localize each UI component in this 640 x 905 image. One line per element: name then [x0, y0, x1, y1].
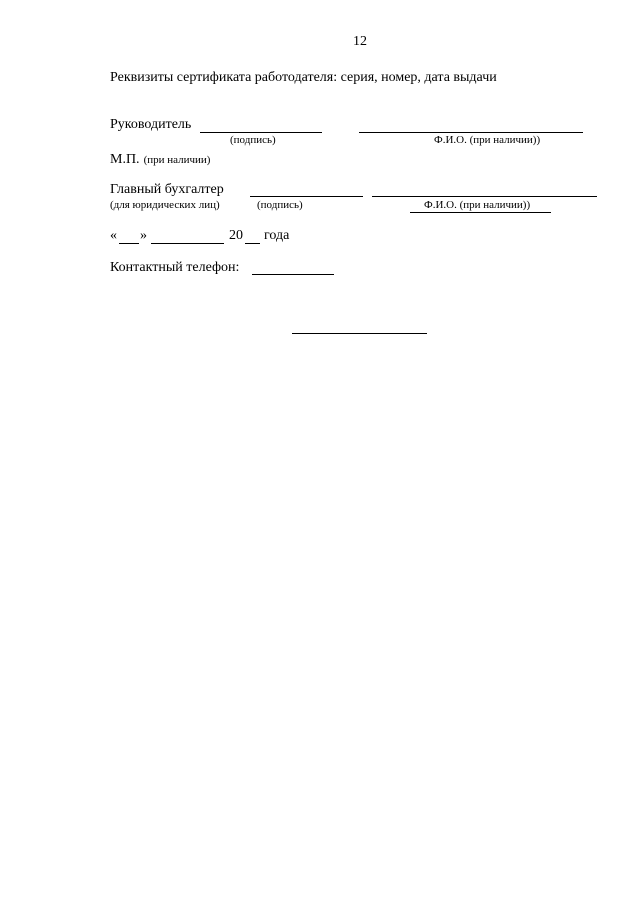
accountant-label: Главный бухгалтер	[110, 182, 224, 197]
director-name-caption: Ф.И.О. (при наличии))	[434, 134, 541, 146]
accountant-entity-caption: (для юридических лиц)	[110, 199, 220, 211]
accountant-name-line	[372, 196, 597, 197]
accountant-signature-line	[250, 196, 363, 197]
stamp-label: М.П.	[110, 152, 140, 167]
closing-separator-line	[292, 333, 427, 334]
date-year-word: года	[264, 228, 290, 243]
date-open-quote: «	[110, 228, 117, 243]
stamp-note: (при наличии)	[143, 154, 211, 166]
contact-phone-label: Контактный телефон:	[110, 260, 240, 275]
date-close-quote: »	[140, 228, 147, 243]
stamp-line	[110, 150, 210, 168]
accountant-signature-caption: (подпись)	[257, 199, 303, 211]
accountant-name-caption: Ф.И.О. (при наличии))	[424, 199, 531, 211]
director-name-line	[359, 132, 583, 133]
date-year-line	[245, 243, 260, 244]
date-month-line	[151, 243, 224, 244]
page-number: 12	[353, 34, 367, 49]
date-century: 20	[229, 228, 243, 243]
director-signature-line	[200, 132, 322, 133]
accountant-name-caption-rule	[410, 212, 551, 213]
director-label: Руководитель	[110, 117, 192, 132]
date-day-line	[119, 243, 139, 244]
contact-phone-line	[252, 274, 334, 275]
director-signature-caption: (подпись)	[230, 134, 276, 146]
certificate-details-line: Реквизиты сертификата работодателя: серия, номер, дата выдачи	[110, 70, 497, 85]
